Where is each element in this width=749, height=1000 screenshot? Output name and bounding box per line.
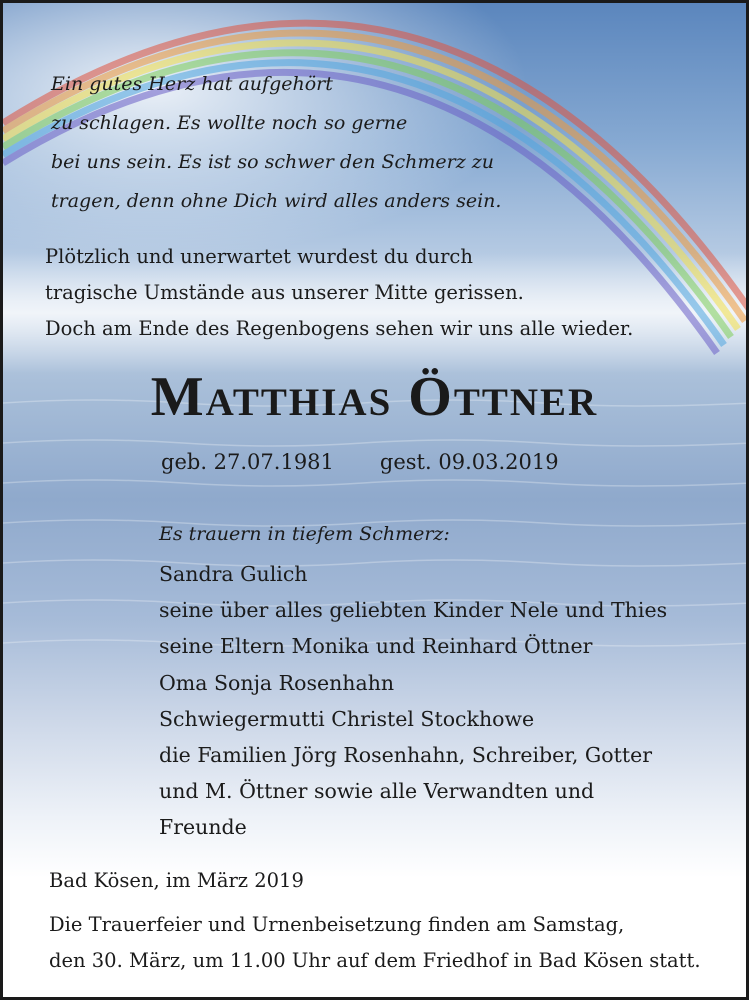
poem-line: Ein gutes Herz hat aufgehört [51, 73, 333, 95]
mourner-line: die Familien Jörg Rosenhahn, Schreiber, Gotter [159, 743, 653, 768]
deceased-name: Matthias Öttner [150, 366, 599, 428]
mourner-line: und M. Öttner sowie alle Verwandten und [159, 779, 595, 804]
memorial-poem [51, 65, 501, 221]
intro-line: Doch am Ende des Regenbogens sehen wir uns alle wieder. [45, 317, 634, 340]
intro-line: Plötzlich und unerwartet wurdest du durch [45, 245, 473, 268]
poem-line: zu schlagen. Es wollte noch so gerne [51, 112, 408, 134]
mourner-line: seine Eltern Monika und Reinhard Öttner [159, 634, 593, 659]
death-date: gest. 09.03.2019 [379, 450, 559, 474]
poem-line: tragen, denn ohne Dich wird alles anders sein. [51, 190, 502, 212]
funeral-line: Die Trauerfeier und Urnenbeisetzung finden am Samstag, [49, 913, 625, 936]
mourner-line: Schwiegermutti Christel Stockhowe [159, 706, 535, 731]
place-and-date: Bad Kösen, im März 2019 [49, 869, 304, 892]
life-dates [161, 450, 605, 474]
mourner-line: Freunde [159, 815, 247, 840]
funeral-line: den 30. März, um 11.00 Uhr auf dem Friedhof in Bad Kösen statt. [49, 949, 701, 972]
mourner-line: Oma Sonja Rosenhahn [159, 670, 395, 695]
intro-text [45, 239, 633, 347]
mourner-line: seine über alles geliebten Kinder Nele und Thies [159, 598, 668, 623]
mourners-list [159, 556, 667, 846]
poem-line: bei uns sein. Es ist so schwer den Schmerz zu [51, 151, 495, 173]
mourner-line: Sandra Gulich [159, 562, 308, 586]
funeral-info [49, 907, 701, 979]
mourners-heading: Es trauern in tiefem Schmerz: [159, 523, 450, 545]
birth-date: geb. 27.07.1981 [161, 450, 334, 474]
intro-line: tragische Umstände aus unserer Mitte gerissen. [45, 281, 524, 304]
